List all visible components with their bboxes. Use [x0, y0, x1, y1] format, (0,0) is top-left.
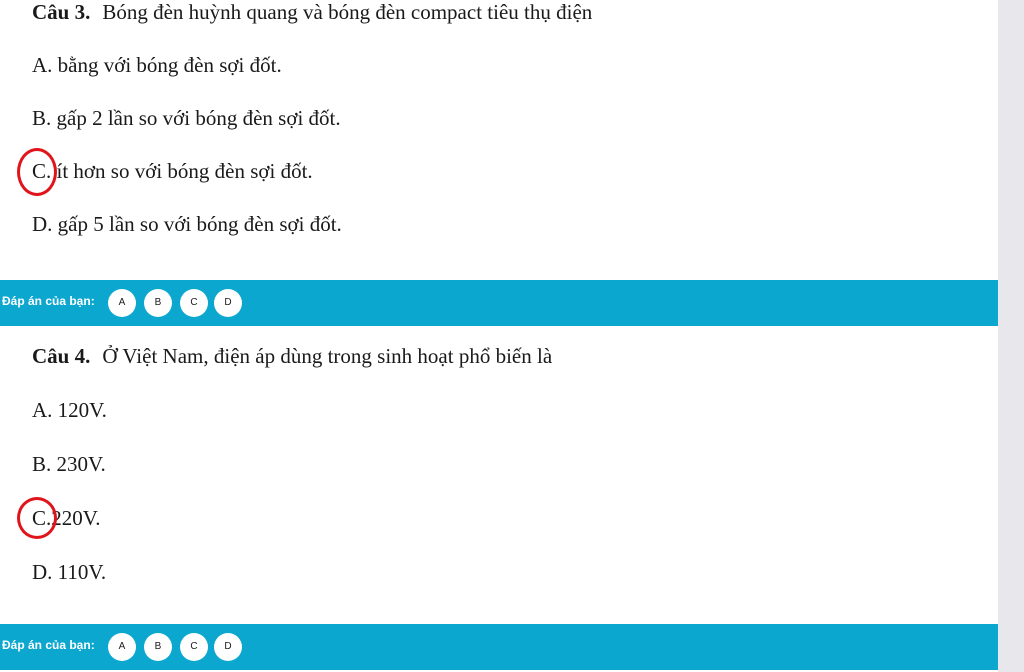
question-4-option-d: D. 110V. [32, 560, 107, 584]
answer-bar-2-choice-b[interactable]: B [144, 633, 172, 661]
answer-bar-1-choice-b[interactable]: B [144, 289, 172, 317]
question-3-number: Câu 3. [32, 0, 91, 24]
question-4-number: Câu 4. [32, 344, 91, 368]
question-3-option-b: B. gấp 2 lần so với bóng đèn sợi đốt. [32, 106, 341, 130]
question-4-option-c: C.220V. [32, 506, 101, 530]
answer-bar-2-choice-d[interactable]: D [214, 633, 242, 661]
answer-bar-1-choice-c[interactable]: C [180, 289, 208, 317]
answer-bar-1-choice-a[interactable]: A [108, 289, 136, 317]
question-4-option-a: A. 120V. [32, 398, 107, 422]
answer-bar-1-choice-d[interactable]: D [214, 289, 242, 317]
question-3-circle-mark [17, 148, 57, 196]
question-3-option-d: D. gấp 5 lần so với bóng đèn sợi đốt. [32, 212, 342, 236]
question-4-text: Ở Việt Nam, điện áp dùng trong sinh hoạt phổ biến là [102, 344, 553, 368]
question-4-circle-mark [17, 497, 57, 539]
answer-bar-1-label: Đáp án của bạn: [2, 294, 95, 308]
answer-bar-2 [0, 624, 998, 670]
question-4-title [32, 344, 552, 369]
question-3-title [32, 0, 592, 25]
question-3-option-a: A. bằng với bóng đèn sợi đốt. [32, 53, 282, 77]
answer-bar-2-choice-a[interactable]: A [108, 633, 136, 661]
question-4-option-b: B. 230V. [32, 452, 106, 476]
answer-bar-1 [0, 280, 998, 326]
question-3-text: Bóng đèn huỳnh quang và bóng đèn compact tiêu thụ điện [102, 0, 593, 24]
answer-bar-2-label: Đáp án của bạn: [2, 638, 95, 652]
question-3-option-c: C. ít hơn so với bóng đèn sợi đốt. [32, 159, 313, 183]
answer-bar-2-choice-c[interactable]: C [180, 633, 208, 661]
